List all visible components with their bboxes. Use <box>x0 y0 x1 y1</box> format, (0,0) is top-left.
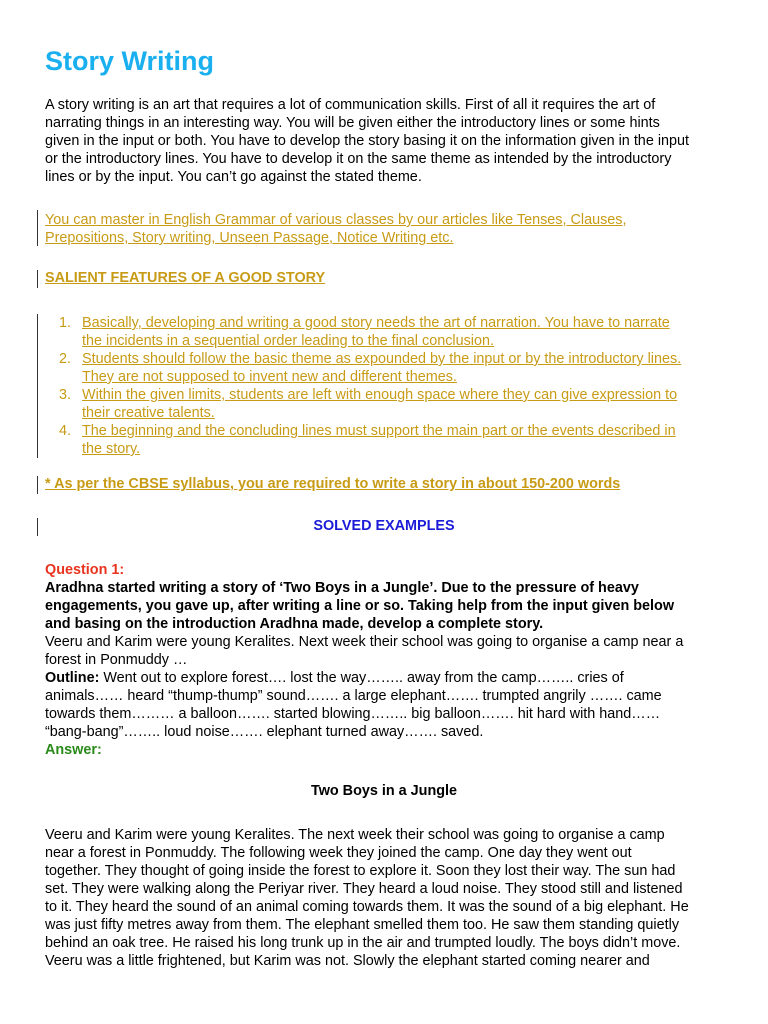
story-line: set. They were walking along the Periyar river. They heard a loud noise. They stood still and listened <box>45 881 683 897</box>
story-title: Two Boys in a Jungle <box>310 783 458 799</box>
intro-paragraph <box>45 96 735 186</box>
item-line: They are not supposed to invent new and different themes. <box>82 369 457 385</box>
outline-text: Went out to explore forest…. lost the way…….. away from the camp…….. cries of <box>99 670 624 686</box>
change-bar <box>37 210 38 246</box>
outline-line <box>45 669 735 687</box>
link-line: You can master in English Grammar of various classes by our articles like Tenses, Clauses, <box>45 212 627 228</box>
story-paragraph <box>45 826 735 970</box>
outline-line: animals…… heard “thump-thump” sound……. a large elephant……. trumpted angrily ……. came <box>45 688 662 704</box>
item-number: 2. <box>59 351 72 367</box>
item-number: 1. <box>59 315 72 331</box>
item-line: Students should follow the basic theme as expounded by the input or by the introductory lines. <box>82 351 682 367</box>
answer-label: Answer: <box>45 742 102 758</box>
story-line: behind an oak tree. He raised his long trunk up in the air and trumpted loudly. The boys didn’t move. <box>45 935 681 951</box>
cbse-note-link[interactable]: * As per the CBSE syllabus, you are required to write a story in about 150-200 words <box>45 476 621 492</box>
grammar-articles-link[interactable] <box>45 211 735 247</box>
item-line: Basically, developing and writing a good story needs the art of narration. You have to narrate <box>82 315 670 331</box>
story-line: to it. They heard the sound of an animal coming towards them. It was the sound of a big elephant. He <box>45 899 689 915</box>
item-number: 3. <box>59 387 72 403</box>
item-line: Within the given limits, students are left with enough space where they can give expression to <box>82 387 678 403</box>
story-line: was just fifty metres away from them. The elephant smelled them too. He saw them standing quietly <box>45 917 680 933</box>
story-line: together. They thought of going inside the forest to explore it. Soon they lost their way. The sun had <box>45 863 676 879</box>
features-heading[interactable]: SALIENT FEATURES OF A GOOD STORY <box>45 270 326 286</box>
question-intro-line: forest in Ponmuddy … <box>45 652 188 668</box>
list-item[interactable] <box>45 314 735 350</box>
story-line: Veeru and Karim were young Keralites. The next week their school was going to organise a camp <box>45 827 665 843</box>
question-block <box>45 561 735 759</box>
solved-examples-heading: SOLVED EXAMPLES <box>313 518 455 534</box>
change-bar <box>37 270 38 288</box>
question-label: Question 1: <box>45 562 125 578</box>
link-line: Prepositions, Story writing, Unseen Passage, Notice Writing etc. <box>45 230 454 246</box>
story-line: near a forest in Ponmuddy. The following week they joined the camp. One day they went out <box>45 845 632 861</box>
item-line: the incidents in a sequential order leading to the final conclusion. <box>82 333 495 349</box>
list-item[interactable] <box>45 422 735 458</box>
intro-line: lines or by the input. You can’t go against the stated theme. <box>45 169 422 185</box>
item-line: The beginning and the concluding lines must support the main part or the events described in <box>82 423 676 439</box>
intro-line: narrating things in an interesting way. You will be given either the introductory lines or some hints <box>45 115 660 131</box>
question-prompt-line: engagements, you gave up, after writing a line or so. Taking help from the input given below <box>45 598 675 614</box>
item-line: the story. <box>82 441 141 457</box>
page-title: Story Writing <box>45 46 215 76</box>
question-intro-line: Veeru and Karim were young Keralites. Next week their school was going to organise a camp near a <box>45 634 684 650</box>
intro-line: A story writing is an art that requires a lot of communication skills. First of all it requires the art of <box>45 97 656 113</box>
story-line: Veeru was a little frightened, but Karim was not. Slowly the elephant started coming nearer and <box>45 953 650 969</box>
item-number: 4. <box>59 423 72 439</box>
list-item[interactable] <box>45 350 735 386</box>
features-list <box>45 314 735 458</box>
intro-line: given in the input or both. You have to develop the story basing it on the information given in the input <box>45 133 690 149</box>
intro-line: or the introductory lines. You have to develop it on the same theme as intended by the introductory <box>45 151 672 167</box>
item-line: their creative talents. <box>82 405 215 421</box>
outline-label: Outline: <box>45 670 100 686</box>
change-bar <box>37 314 38 458</box>
question-prompt-line: and basing on the introduction Aradhna made, develop a complete story. <box>45 616 544 632</box>
question-prompt-line: Aradhna started writing a story of ‘Two Boys in a Jungle’. Due to the pressure of heavy <box>45 580 639 596</box>
outline-line: “bang-bang”…….. loud noise……. elephant turned away……. saved. <box>45 724 484 740</box>
outline-line: towards them……… a balloon……. started blowing…….. big balloon……. hit hard with hand…… <box>45 706 661 722</box>
change-bar <box>37 476 38 494</box>
list-item[interactable] <box>45 386 735 422</box>
